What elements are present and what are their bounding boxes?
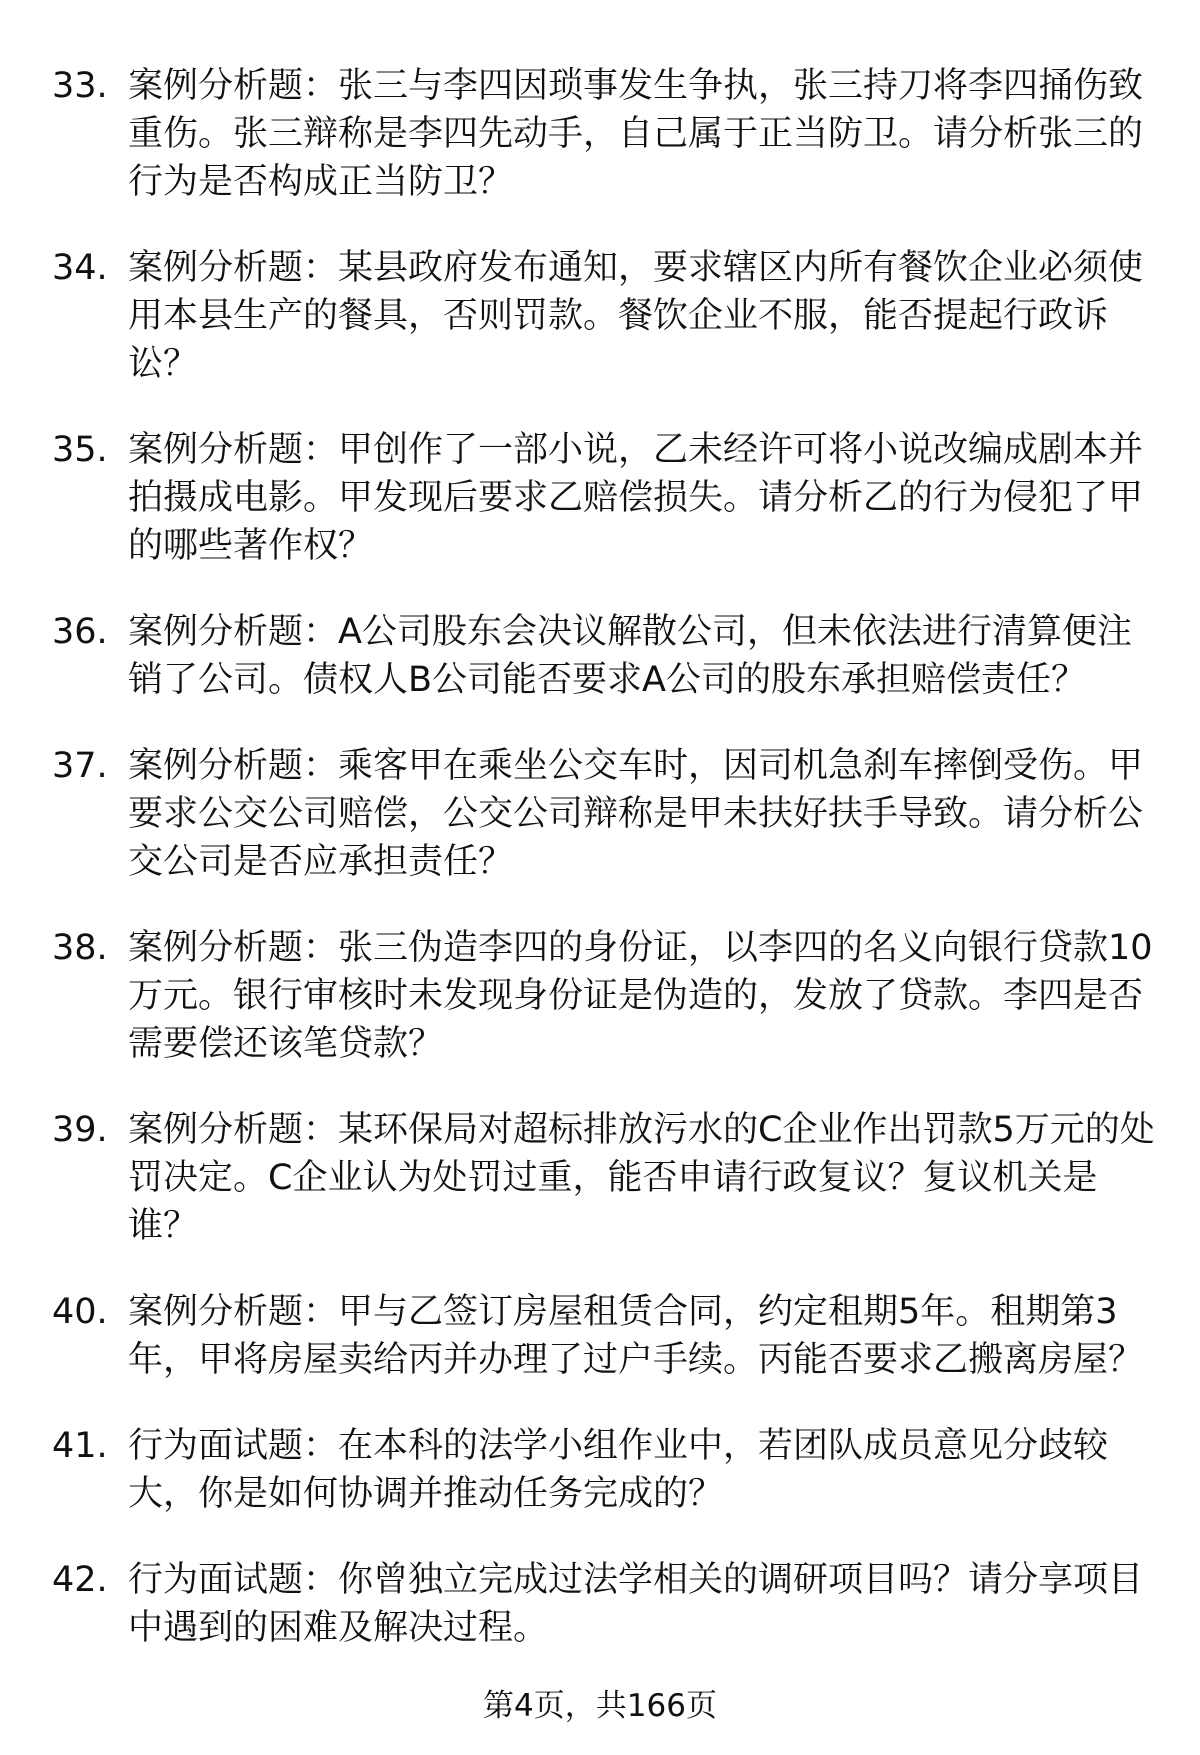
- question-list: [52, 62, 1162, 1690]
- question-number: 33.: [52, 66, 108, 106]
- page-indicator: 第4页，共166页: [483, 1688, 717, 1724]
- question-number: 39.: [52, 1110, 108, 1150]
- question-item: [52, 1556, 1162, 1652]
- question-text: 案例分析题：张三伪造李四的身份证，以李四的名义向银行贷款10万元。银行审核时未发现身份证是伪造的，发放了贷款。李四是否需要偿还该笔贷款？: [128, 928, 1153, 1064]
- question-text: 行为面试题：在本科的法学小组作业中，若团队成员意见分歧较大，你是如何协调并推动任务完成的？: [128, 1426, 1109, 1514]
- question-text: 案例分析题：张三与李四因琐事发生争执，张三持刀将李四捅伤致重伤。张三辩称是李四先动手，自己属于正当防卫。请分析张三的行为是否构成正当防卫？: [128, 66, 1144, 202]
- question-number: 42.: [52, 1560, 108, 1600]
- question-item: [52, 1422, 1162, 1518]
- question-text: 案例分析题：某县政府发布通知，要求辖区内所有餐饮企业必须使用本县生产的餐具，否则罚款。餐饮企业不服，能否提起行政诉讼？: [128, 248, 1144, 384]
- question-item: [52, 924, 1162, 1068]
- question-item: [52, 62, 1162, 206]
- question-text: 案例分析题：A公司股东会决议解散公司，但未依法进行清算便注销了公司。债权人B公司能否要求A公司的股东承担赔偿责任？: [128, 612, 1132, 700]
- question-text: 案例分析题：某环保局对超标排放污水的C企业作出罚款5万元的处罚决定。C企业认为处罚过重，能否申请行政复议？复议机关是谁？: [128, 1110, 1155, 1246]
- question-text: 案例分析题：甲与乙签订房屋租赁合同，约定租期5年。租期第3年，甲将房屋卖给丙并办理了过户手续。丙能否要求乙搬离房屋？: [128, 1292, 1144, 1380]
- question-text: 案例分析题：甲创作了一部小说，乙未经许可将小说改编成剧本并拍摄成电影。甲发现后要求乙赔偿损失。请分析乙的行为侵犯了甲的哪些著作权？: [128, 430, 1144, 566]
- question-text: 行为面试题：你曾独立完成过法学相关的调研项目吗？请分享项目中遇到的困难及解决过程。: [128, 1560, 1144, 1648]
- question-number: 40.: [52, 1292, 108, 1332]
- question-item: [52, 244, 1162, 388]
- question-number: 34.: [52, 248, 108, 288]
- question-number: 35.: [52, 430, 108, 470]
- question-item: [52, 426, 1162, 570]
- question-number: 36.: [52, 612, 108, 652]
- question-item: [52, 1288, 1162, 1384]
- question-number: 37.: [52, 746, 108, 786]
- question-text: 案例分析题：乘客甲在乘坐公交车时，因司机急刹车摔倒受伤。甲要求公交公司赔偿，公交公司辩称是甲未扶好扶手导致。请分析公交公司是否应承担责任？: [128, 746, 1144, 882]
- question-number: 38.: [52, 928, 108, 968]
- question-item: [52, 608, 1162, 704]
- question-item: [52, 1106, 1162, 1250]
- question-number: 41.: [52, 1426, 108, 1466]
- question-item: [52, 742, 1162, 886]
